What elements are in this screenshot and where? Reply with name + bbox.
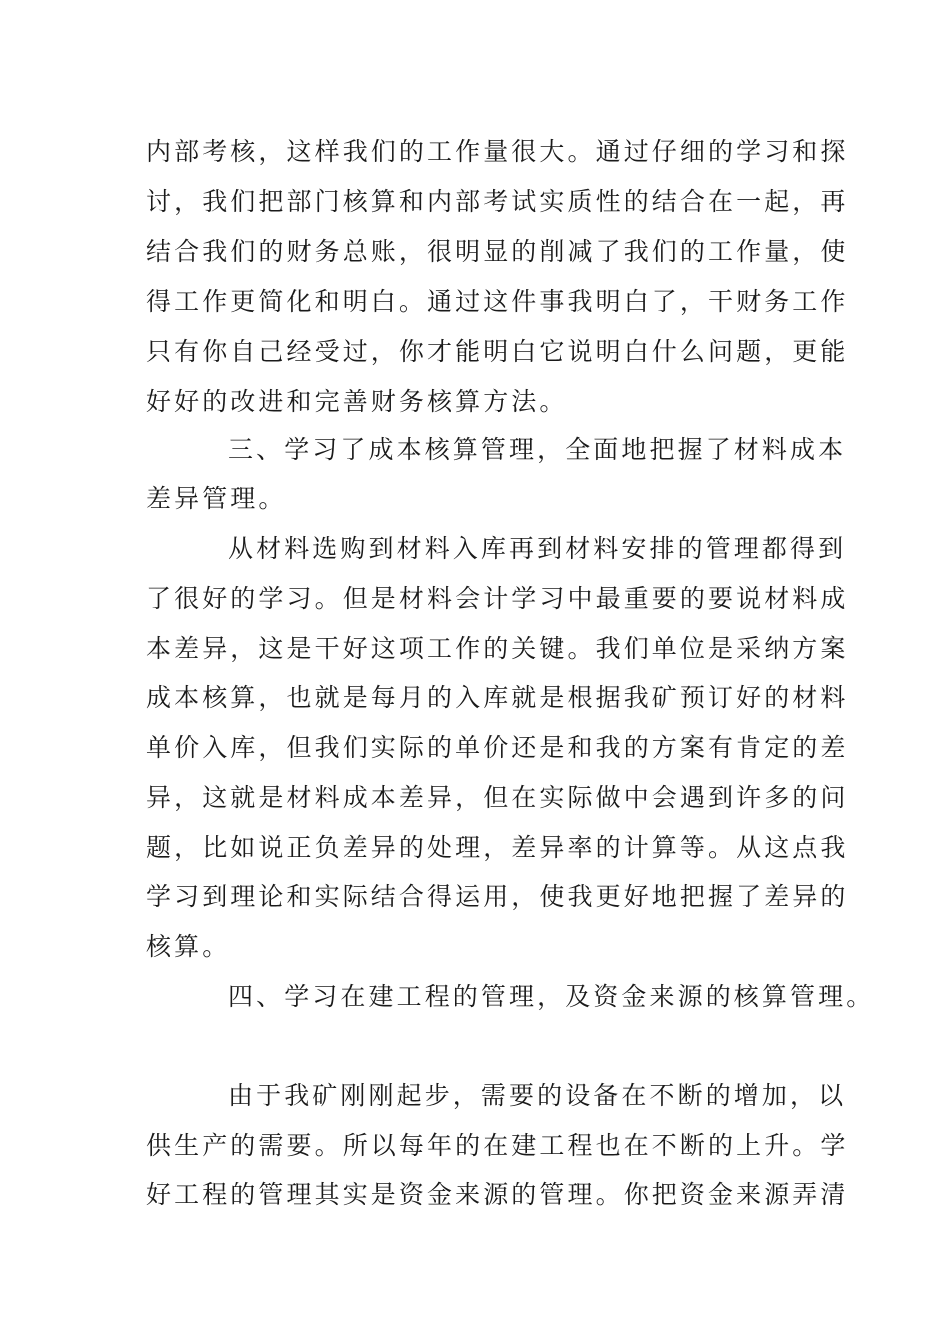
- section-heading-three: 三、学习了成本核算管理，全面地把握了材料成本: [228, 435, 847, 464]
- paragraph-line: 供生产的需要。所以每年的在建工程也在不断的上升。学: [146, 1131, 849, 1160]
- paragraph-line: 本差异，这是干好这项工作的关键。我们单位是采纳方案: [146, 634, 849, 663]
- section-heading-three-cont: 差异管理。: [146, 484, 287, 513]
- paragraph-line: 内部考核，这样我们的工作量很大。通过仔细的学习和探: [146, 137, 849, 166]
- paragraph-line: 异，这就是材料成本差异，但在实际做中会遇到许多的问: [146, 783, 849, 812]
- paragraph-line: 好好的改进和完善财务核算方法。: [146, 387, 568, 416]
- paragraph-line: 讨，我们把部门核算和内部考试实质性的结合在一起，再: [146, 187, 849, 216]
- paragraph-line: 单价入库，但我们实际的单价还是和我的方案有肯定的差: [146, 733, 849, 762]
- paragraph-line: 由于我矿刚刚起步，需要的设备在不断的增加，以: [228, 1081, 847, 1110]
- section-heading-four: 四、学习在建工程的管理，及资金来源的核算管理。: [228, 982, 875, 1011]
- paragraph-line: 了很好的学习。但是材料会计学习中最重要的要说材料成: [146, 584, 849, 613]
- paragraph-line: 结合我们的财务总账，很明显的削减了我们的工作量，使: [146, 237, 849, 266]
- paragraph-line: 只有你自己经受过，你才能明白它说明白什么问题，更能: [146, 337, 849, 366]
- paragraph-line: 从材料选购到材料入库再到材料安排的管理都得到: [228, 534, 847, 563]
- paragraph-line: 学习到理论和实际结合得运用，使我更好地把握了差异的: [146, 882, 849, 911]
- paragraph-line: 题，比如说正负差异的处理，差异率的计算等。从这点我: [146, 833, 849, 862]
- paragraph-line: 成本核算，也就是每月的入库就是根据我矿预订好的材料: [146, 683, 849, 712]
- paragraph-line: 得工作更简化和明白。通过这件事我明白了，干财务工作: [146, 287, 849, 316]
- paragraph-line: 核算。: [146, 932, 231, 961]
- paragraph-line: 好工程的管理其实是资金来源的管理。你把资金来源弄清: [146, 1180, 849, 1209]
